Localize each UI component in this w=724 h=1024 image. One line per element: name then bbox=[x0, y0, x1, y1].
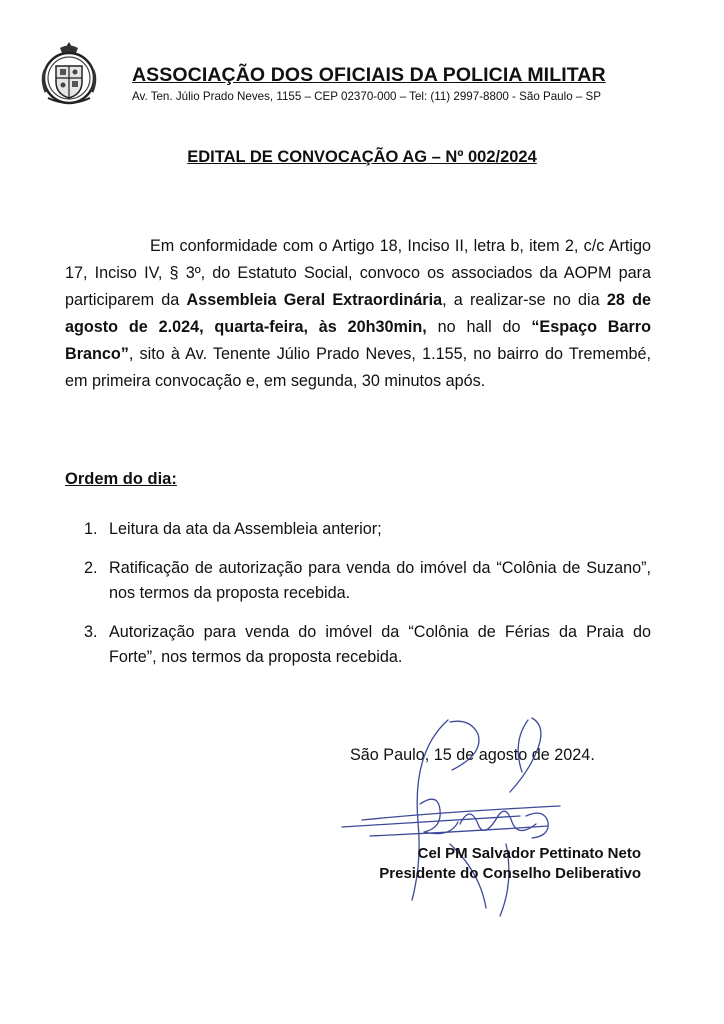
agenda-list bbox=[84, 517, 651, 684]
date-line: São Paulo, 15 de agosto de 2024. bbox=[350, 746, 595, 764]
signer-role: Presidente do Conselho Deliberativo bbox=[379, 865, 641, 882]
agenda-item-number: 3. bbox=[84, 623, 98, 641]
agenda-title bbox=[65, 470, 177, 489]
agenda-item-text: Leitura da ata da Assembleia anterior; bbox=[109, 520, 382, 538]
agenda-item bbox=[84, 556, 651, 606]
signer-name: Cel PM Salvador Pettinato Neto bbox=[417, 845, 641, 862]
assembly-name: Assembleia Geral Extraordinária bbox=[186, 291, 443, 309]
meeting-venue: “Espaço Barro Branco” bbox=[65, 318, 651, 363]
police-crest-logo bbox=[38, 40, 100, 108]
convocation-text-2: , a realizar-se no dia bbox=[442, 291, 607, 309]
handwritten-signature bbox=[300, 712, 600, 922]
organization-name: ASSOCIAÇÃO DOS OFICIAIS DA POLICIA MILITAR bbox=[132, 64, 606, 86]
agenda-title-colon: : bbox=[171, 470, 177, 488]
agenda-item-text: Autorização para venda do imóvel da “Colônia de Férias da Praia do Forte”, nos termos da proposta recebida. bbox=[109, 623, 651, 666]
convocation-text-3: no hall do bbox=[426, 318, 532, 336]
convocation-paragraph bbox=[65, 233, 651, 395]
agenda-item-number: 2. bbox=[84, 559, 98, 577]
agenda-item-number: 1. bbox=[84, 520, 98, 538]
edital-title: EDITAL DE CONVOCAÇÃO AG – Nº 002/2024 bbox=[187, 148, 537, 166]
agenda-title-text: Ordem do dia bbox=[65, 470, 172, 488]
convocation-text-4: , sito à Av. Tenente Júlio Prado Neves, 1.155, no bairro do Tremembé, em primeira convocação e, em segunda, 30 minutos após. bbox=[65, 345, 651, 390]
meeting-datetime: 28 de agosto de 2.024, quarta-feira, às 20h30min, bbox=[65, 291, 651, 336]
agenda-item bbox=[84, 517, 651, 542]
agenda-item-text: Ratificação de autorização para venda do imóvel da “Colônia de Suzano”, nos termos da proposta recebida. bbox=[109, 559, 651, 602]
agenda-item bbox=[84, 620, 651, 670]
organization-address: Av. Ten. Júlio Prado Neves, 1155 – CEP 02370-000 – Tel: (11) 2997-8800 - São Paulo – SP bbox=[132, 90, 601, 103]
convocation-text-1: Em conformidade com o Artigo 18, Inciso II, letra b, item 2, c/c Artigo 17, Inciso IV, § 3º, do Estatuto Social, convoco os associados da AOPM para participarem da bbox=[65, 237, 651, 309]
